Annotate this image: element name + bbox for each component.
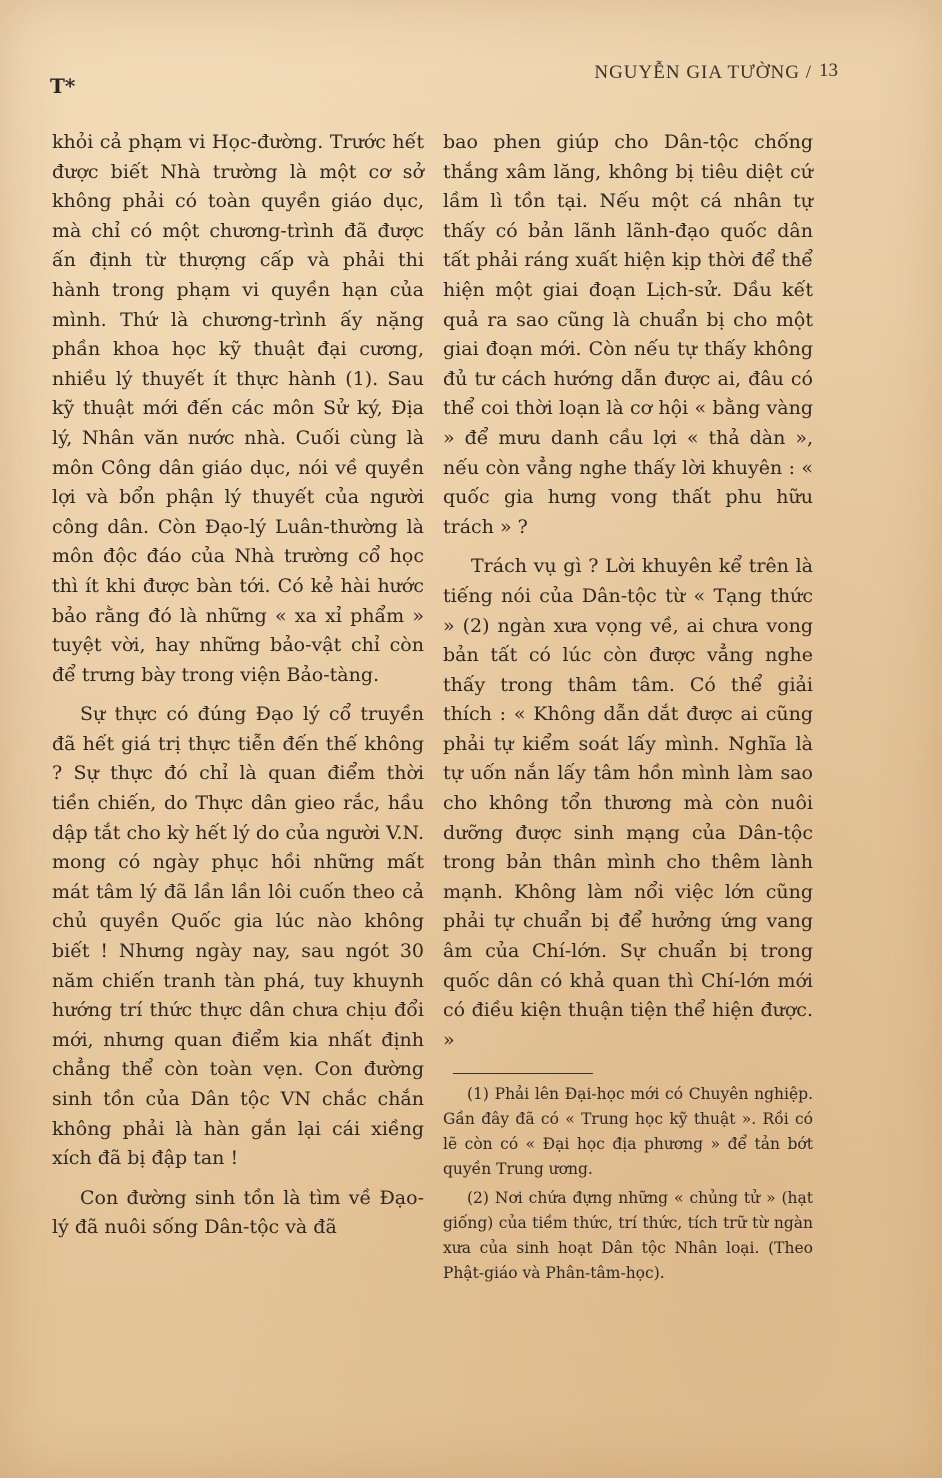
running-title: NGUYỄN GIA TƯỜNG / bbox=[594, 62, 812, 83]
paragraph: Trách vụ gì ? Lời khuyên kể trên là tiếng nói của Dân-tộc từ « Tạng thức » (2) ngàn xưa vọng về, ai chưa vong bản tất có lúc còn được vẳng nghe thấy trong thâm tâm. Có thể giải thích : « Không dẫn dắt được ai cũng phải tự kiểm soát lấy mình. Nghĩa là tự uốn nắn lấy tâm hồn mình làm sao cho không tổn thương mà còn nuôi dưỡng được sinh mạng của Dân-tộc trong bản thân mình cho thêm lành mạnh. Không làm nổi việc lớn cũng phải tự chuẩn bị để hưởng ứng vang âm của Chí-lớn. Sự chuẩn bị trong quốc dân có khả quan thì Chí-lớn mới có điều kiện thuận tiện thể hiện được. » bbox=[443, 555, 813, 1051]
page-number: 13 bbox=[819, 60, 838, 81]
signature-mark: T* bbox=[50, 74, 76, 98]
right-column bbox=[443, 128, 813, 1290]
footnote: (1) Phải lên Đại-học mới có Chuyên nghiệp. Gần đây đã có « Trung học kỹ thuật ». Rồi có lẽ còn có « Đại học địa phương » để tản bớt quyền Trung ương. bbox=[443, 1085, 813, 1179]
paragraph: khỏi cả phạm vi Học-đường. Trước hết được biết Nhà trường là một cơ sở không phải có toàn quyền giáo dục, mà chỉ có một chương-trình đã được ấn định từ thượng cấp và phải thi hành trong phạm vi quyền hạn của mình. Thứ là chương-trình ấy nặng phần khoa học kỹ thuật đại cương, nhiều lý thuyết ít thực hành (1). Sau kỹ thuật mới đến các môn Sử ký, Địa lý, Nhân văn nước nhà. Cuối cùng là môn Công dân giáo dục, nói về quyền lợi và bổn phận lý thuyết của người công dân. Còn Đạo-lý Luân-thường là môn độc đáo của Nhà trường cổ học thì ít khi được bàn tới. Có kẻ hài hước bảo rằng đó là những « xa xỉ phẩm » tuyệt vời, hay những bảo-vật chỉ còn để trưng bày trong viện Bảo-tàng. bbox=[52, 131, 424, 686]
footnote-divider bbox=[453, 1073, 593, 1074]
footnote: (2) Nơi chứa đựng những « chủng tử » (hạt giống) của tiềm thức, trí thức, tích trữ từ ngàn xưa của sinh hoạt Dân tộc Nhân loại. (Theo Phật-giáo và Phân-tâm-học). bbox=[443, 1189, 813, 1283]
left-column bbox=[52, 128, 424, 1243]
paragraph: Sự thực có đúng Đạo lý cổ truyền đã hết giá trị thực tiễn đến thế không ? Sự thực đó chỉ là quan điểm thời tiền chiến, do Thực dân gieo rắc, hầu dập tắt cho kỳ hết lý do của người V.N. mong có ngày phục hồi những mất mát tâm lý đã lần lần lôi cuốn theo cả chủ quyền Quốc gia lúc nào không biết ! Nhưng ngày nay, sau ngót 30 năm chiến tranh tàn phá, tuy khuynh hướng trí thức thực dân chưa chịu đổi mới, nhưng quan điểm kia nhất định chẳng thể còn toàn vẹn. Con đường sinh tồn của Dân tộc VN chắc chắn không phải là hàn gắn lại cái xiềng xích đã bị đập tan ! bbox=[52, 703, 424, 1170]
paragraph: Con đường sinh tồn là tìm về Đạo-lý đã nuôi sống Dân-tộc và đã bbox=[52, 1186, 424, 1239]
footnotes bbox=[443, 1082, 813, 1286]
paragraph: bao phen giúp cho Dân-tộc chống thắng xâm lăng, không bị tiêu diệt cứ lầm lì tồn tại. Nếu một cá nhân tự thấy có bản lãnh lãnh-đạo quốc dân tất phải ráng xuất hiện kịp thời để thể hiện một giai đoạn Lịch-sử. Dầu kết quả ra sao cũng là chuẩn bị cho một giai đoạn mới. Còn nếu tự thấy không đủ tư cách hướng dẫn được ai, đâu có thể coi thời loạn là cơ hội « bằng vàng » để mưu danh cầu lợi « thả dàn », nếu còn vẳng nghe thấy lời khuyên : « quốc gia hưng vong thất phu hữu trách » ? bbox=[443, 131, 813, 538]
